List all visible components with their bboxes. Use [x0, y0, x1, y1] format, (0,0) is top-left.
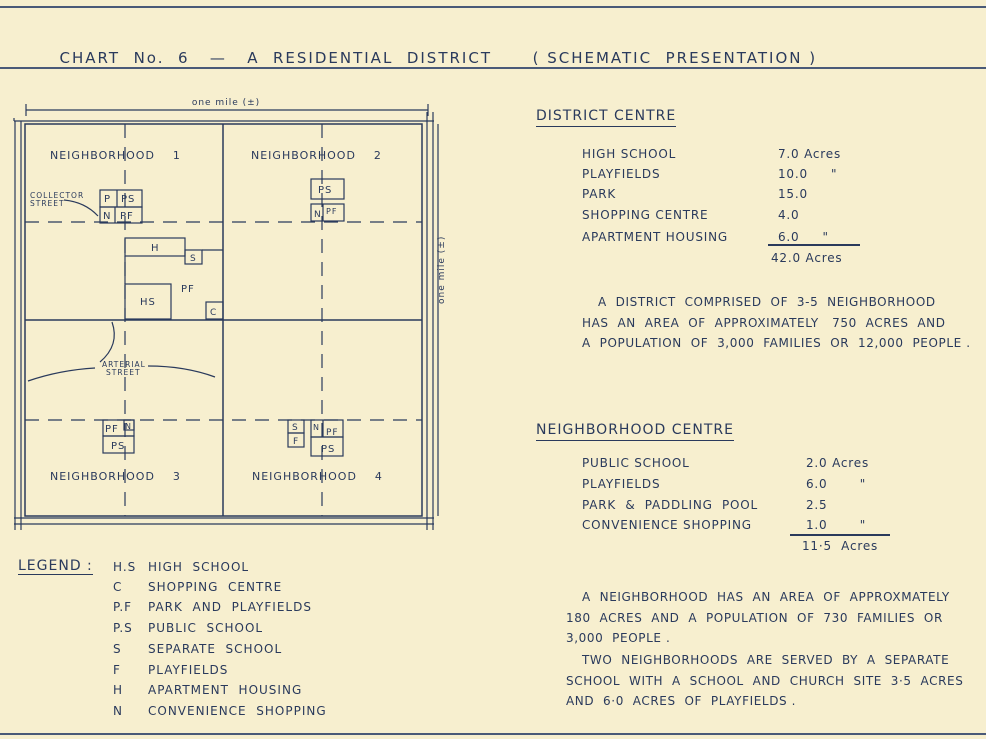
legend-code: S — [113, 642, 122, 656]
side-dimension-label: one mile (±) — [437, 235, 447, 304]
district-centre-heading: DISTRICT CENTRE — [536, 108, 676, 127]
district-total: 42.0 Acres — [771, 251, 843, 265]
label-pf: PF — [326, 207, 338, 216]
neighborhood-total-rule — [790, 534, 890, 536]
district-description-line: A DISTRICT COMPRISED OF 3-5 NEIGHBORHOOD — [598, 295, 936, 309]
neighborhood-item-value: 2.5 — [806, 498, 828, 512]
bottom-rule — [0, 733, 986, 735]
legend-code: P.S — [113, 621, 133, 635]
legend-text: CONVENIENCE SHOPPING — [148, 704, 327, 718]
neighborhood-item-value: 6.0 " — [806, 477, 867, 491]
label-n: N — [125, 422, 132, 431]
neighborhood-description-line: TWO NEIGHBORHOODS ARE SERVED BY A SEPARATE — [582, 653, 950, 667]
label-f: F — [293, 437, 300, 447]
neighborhood-item-name: PLAYFIELDS — [582, 477, 661, 491]
label-hs: HS — [140, 297, 156, 308]
neighborhood-item-name: PARK & PADDLING POOL — [582, 498, 758, 512]
neighborhood-description-line: AND 6·0 ACRES OF PLAYFIELDS . — [566, 694, 797, 708]
legend-code: N — [113, 704, 123, 718]
legend-text: HIGH SCHOOL — [148, 560, 250, 574]
label-n: N — [314, 210, 322, 220]
collector-street-label-1: COLLECTOR — [30, 191, 85, 200]
label-ps: PS — [121, 194, 136, 205]
neighborhood-centre-heading: NEIGHBORHOOD CENTRE — [536, 422, 734, 441]
label-h: H — [151, 243, 160, 254]
label-n: N — [103, 211, 112, 222]
chart-subtitle: ( SCHEMATIC PRESENTATION ) — [532, 49, 818, 67]
district-description-line: HAS AN AREA OF APPROXIMATELY 750 ACRES AND — [582, 315, 946, 330]
district-item-value: 10.0 " — [778, 167, 838, 181]
neighborhood-description-line: 3,000 PEOPLE . — [566, 631, 671, 645]
label-p: P — [104, 194, 112, 205]
district-item-value: 6.0 " — [778, 230, 829, 244]
legend-text: APARTMENT HOUSING — [148, 683, 303, 697]
chart-title — [46, 31, 817, 67]
legend-code: F — [113, 663, 121, 677]
district-item-name: HIGH SCHOOL — [582, 147, 677, 161]
label-ps: PS — [321, 444, 336, 455]
legend-text: SEPARATE SCHOOL — [148, 642, 283, 656]
label-pf: PF — [105, 424, 119, 435]
arterial-street-label-1: ARTERIAL — [102, 360, 146, 369]
neighborhood-item-name: PUBLIC SCHOOL — [582, 456, 690, 470]
legend-text: PLAYFIELDS — [148, 663, 229, 677]
title-dash: — — [209, 49, 227, 67]
legend-text: SHOPPING CENTRE — [148, 580, 283, 594]
legend-code: C — [113, 580, 123, 594]
label-c: C — [210, 308, 218, 318]
district-item-name: SHOPPING CENTRE — [582, 208, 709, 222]
legend-code: H — [113, 683, 124, 697]
district-total-rule — [768, 244, 860, 246]
label-pf: PF — [326, 428, 339, 438]
district-item-name: PLAYFIELDS — [582, 167, 661, 181]
neighborhood-4-label: NEIGHBORHOOD 4 — [252, 470, 383, 483]
neighborhood-item-name: CONVENIENCE SHOPPING — [582, 518, 752, 532]
neighborhood-3-label: NEIGHBORHOOD 3 — [50, 470, 181, 483]
label-ps: PS — [318, 185, 333, 196]
neighborhood-description-line: A NEIGHBORHOOD HAS AN AREA OF APPROXMATELY — [582, 590, 950, 604]
label-pf: PF — [120, 211, 134, 222]
district-plan-diagram — [0, 90, 460, 535]
district-item-name: PARK — [582, 187, 617, 201]
neighborhood-item-value: 2.0 Acres — [806, 456, 869, 470]
legend-text: PARK AND PLAYFIELDS — [148, 600, 312, 614]
chart-title-text: A RESIDENTIAL DISTRICT — [247, 49, 492, 67]
neighborhood-description-line: 180 ACRES AND A POPULATION OF 730 FAMILIES OR — [566, 610, 943, 625]
district-description — [582, 292, 971, 354]
top-dimension-label: one mile (±) — [191, 98, 261, 108]
label-n: N — [313, 423, 320, 432]
label-s: S — [292, 423, 299, 433]
label-s: S — [190, 254, 197, 264]
label-pf: PF — [181, 284, 195, 295]
top-rule — [0, 6, 986, 8]
neighborhood-description-line: SCHOOL WITH A SCHOOL AND CHURCH SITE 3·5 ACRES — [566, 673, 964, 688]
chart-number: CHART No. 6 — [59, 49, 190, 67]
neighborhood-description-1 — [566, 587, 950, 649]
district-item-value: 7.0 Acres — [778, 147, 841, 161]
neighborhood-total: 11·5 Acres — [802, 539, 879, 553]
neighborhood-item-value: 1.0 " — [806, 518, 867, 532]
label-ps: PS — [111, 441, 126, 452]
legend-code: P.F — [113, 600, 133, 614]
district-item-value: 4.0 — [778, 208, 800, 222]
legend-text: PUBLIC SCHOOL — [148, 621, 264, 635]
arterial-street-label-2: STREET — [106, 368, 141, 377]
district-item-value: 15.0 — [778, 187, 808, 201]
district-description-line: A POPULATION OF 3,000 FAMILIES OR 12,000 PEOPLE . — [582, 336, 971, 350]
neighborhood-description-2 — [566, 650, 963, 712]
neighborhood-2-label: NEIGHBORHOOD 2 — [251, 149, 382, 162]
neighborhood-1-label: NEIGHBORHOOD 1 — [50, 149, 181, 162]
district-item-name: APARTMENT HOUSING — [582, 230, 729, 244]
legend-code: H.S — [113, 560, 137, 574]
header-rule — [0, 67, 986, 69]
legend-heading: LEGEND : — [18, 558, 93, 574]
collector-street-label-2: STREET — [30, 199, 65, 208]
